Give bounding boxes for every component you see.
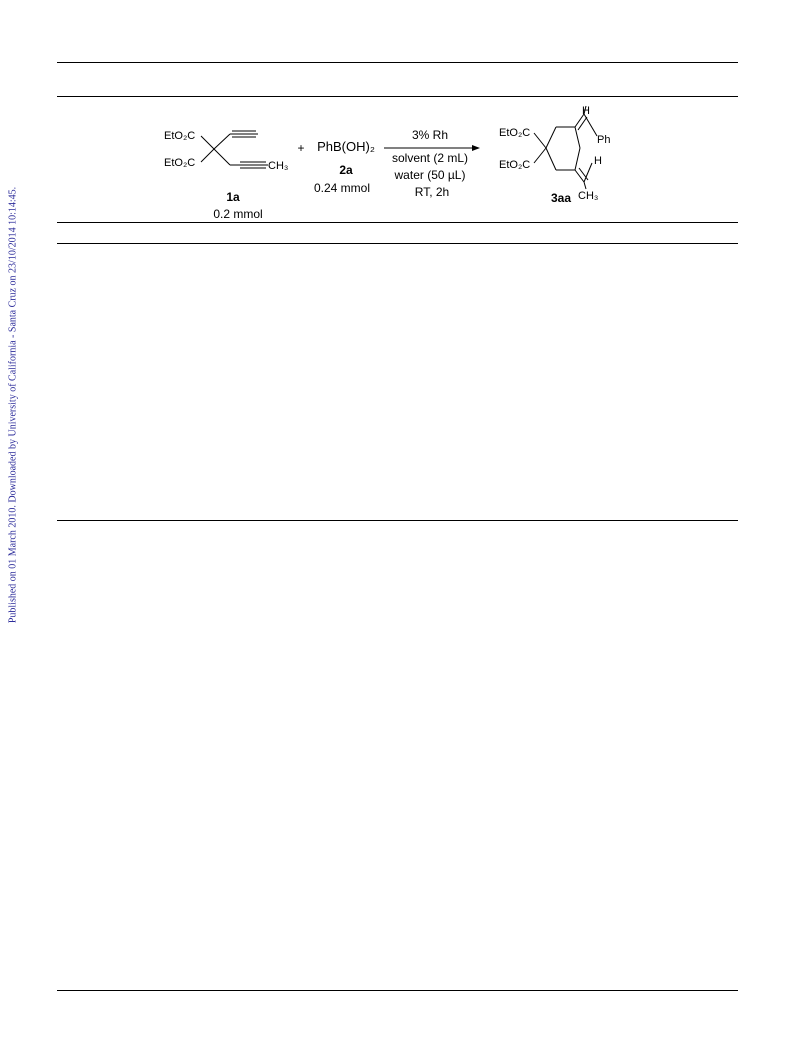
citation-text: Published on 01 March 2010. Downloaded by University of California - Santa Cruz on 23/10/2014 10:14:45. [7,186,19,624]
product-label: 3aa [550,191,572,205]
conditions-solvent: solvent (2 mL) [391,151,469,165]
reactant2-amount: 0.24 mmol [313,181,371,195]
page-bottom-rule [57,990,738,991]
reactant2-label: 2a [339,163,353,177]
product-ester-top: EtO₂C [499,127,531,139]
product-methyl: CH₃ [578,190,599,202]
product-ester-bottom: EtO₂C [499,159,531,171]
reactant2-formula: PhB(OH)₂ [317,139,375,154]
conditions-water: water (50 µL) [394,168,466,182]
conditions-time: RT, 2h [414,185,450,199]
reactant1-label: 1a [226,190,240,204]
table-bottom-rule [57,520,738,521]
reactant1-amount: 0.2 mmol [213,207,263,221]
header-rule [57,243,738,244]
product-phenyl: Ph [597,134,611,146]
reactant1-ester-top: EtO₂C [164,130,196,142]
reactant-1a-structure [201,131,268,168]
reactant1-ester-bottom: EtO₂C [164,157,196,169]
product-h-mid: H [594,155,602,167]
reactant1-methyl: CH₃ [268,160,289,172]
product-3aa-structure [534,106,597,189]
reaction-scheme [0,0,793,240]
plus-sign: + [297,141,305,155]
conditions-catalyst: 3% Rh [411,128,449,142]
product-h-top: H [582,105,590,117]
